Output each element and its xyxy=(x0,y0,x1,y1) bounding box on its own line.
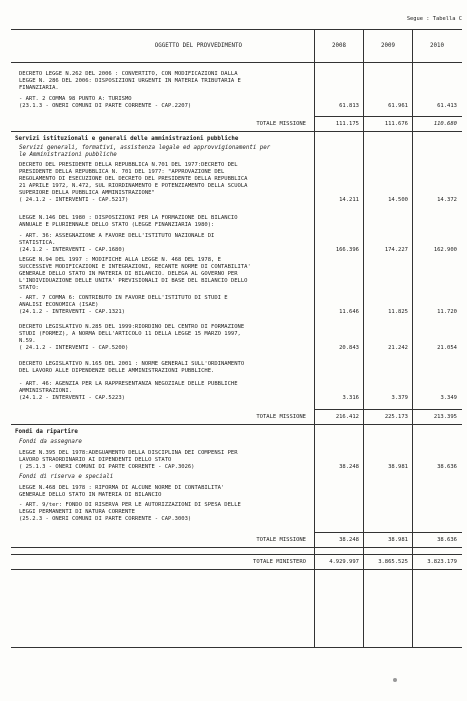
description-line: REGOLAMENTO DI ESECUZIONE DEL DECRETO DEL PRESIDENTE DELLA REPUBBLICA xyxy=(19,175,248,182)
amount-cell: 3.379 xyxy=(391,394,408,401)
amount-cell: 21.054 xyxy=(437,344,457,351)
description-line: Fondi da ripartire xyxy=(15,429,78,435)
amount-cell: 174.227 xyxy=(384,246,408,253)
description-line: STATISTICA. xyxy=(19,239,56,246)
subsection-heading xyxy=(11,439,314,446)
description-line: (25.2.3 - ONERI COMUNI DI PARTE CORRENTE - CAP.3003) xyxy=(19,515,192,522)
description-line: ( 24.1.2 - INTERVENTI - CAP.5200) xyxy=(19,344,129,351)
column-header-description: OGGETTO DEL PROVVEDIMENTO xyxy=(154,43,242,49)
amount-cell: 38.636 xyxy=(437,463,457,470)
row-rule xyxy=(314,409,462,410)
row-description xyxy=(11,162,314,203)
table-body xyxy=(11,63,462,648)
description-line: (24.1.2 - INTERVENTI - CAP.5223) xyxy=(19,394,125,401)
description-line: - ART. 2 COMMA 98 PUNTO A: TURISMO xyxy=(19,96,132,102)
row-description xyxy=(11,257,314,292)
row-description xyxy=(11,96,314,110)
amount-cell: 38.981 xyxy=(388,463,408,470)
amount-cell: 11.825 xyxy=(388,308,408,315)
description-line: GENERALE DELLO STATO IN MATERIA DI BILANCIO xyxy=(19,491,162,498)
subsection-heading xyxy=(11,474,314,481)
amount-cell: 21.242 xyxy=(388,344,408,351)
total-label: TOTALE MISSIONE xyxy=(256,414,306,420)
amount-cell: 20.843 xyxy=(339,344,359,351)
subsection-heading xyxy=(11,145,314,159)
description-line: SUCCESSIVE MODIFICAZIONI E INTEGRAZIONI, RECANTE NORME DI CONTABILITA' xyxy=(19,263,251,270)
column-header-year-2: 2009 xyxy=(363,30,412,62)
description-line: - ART. 46: AGENZIA PER LA RAPPRESENTANZA NEGOZIALE DELLE PUBBLICHE xyxy=(19,381,238,387)
total-value: 38.636 xyxy=(437,537,457,543)
description-line: LEGGE N.146 DEL 1980 : DISPOSIZIONI PER LA FORMAZIONE DEL BILANCIO xyxy=(19,215,238,221)
total-value: 111.676 xyxy=(384,121,408,127)
description-line: L'INDIVIDUAZIONE DELLE UNITA' PREVISIONALI DI BASE DEL BILANCIO DELLO xyxy=(19,277,248,284)
total-label: TOTALE MISSIONE xyxy=(256,121,306,127)
description-line: Servizi generali, formativi, assistenza legale ed approvvigionamenti per xyxy=(19,145,271,151)
row-description xyxy=(11,485,314,499)
total-value: 4.929.997 xyxy=(329,559,359,565)
description-line: DEL LAVORO ALLE DIPENDENZE DELLE AMMINISTRAZIONI PUBBLICHE. xyxy=(19,367,215,374)
row-rule xyxy=(11,547,462,548)
amount-cell: 11.646 xyxy=(339,308,359,315)
total-value: 111.175 xyxy=(335,121,359,127)
amount-cell: 61.961 xyxy=(388,102,408,109)
row-description xyxy=(11,502,314,523)
amount-cell: 14.211 xyxy=(339,196,359,203)
description-line: DECRETO DEL PRESIDENTE DELLA REPUBBLICA N.701 DEL 1977:DECRETO DEL xyxy=(19,162,238,168)
description-line: GENERALE DELLO STATO IN MATERIA DI BILANCIO. DELEGA AL GOVERNO PER xyxy=(19,270,238,277)
total-value: 225.173 xyxy=(384,414,408,420)
description-line: LEGGE N.395 DEL 1978:ADEGUAMENTO DELLA DISCIPLINA DEI COMPENSI PER xyxy=(19,450,238,456)
description-line: Servizi istituzionali e generali delle amministrazioni pubbliche xyxy=(15,136,239,142)
amount-cell: 3.316 xyxy=(342,394,359,401)
amount-cell: 162.900 xyxy=(433,246,457,253)
row-rule xyxy=(11,424,462,425)
row-rule xyxy=(11,131,462,132)
description-line: N.59. xyxy=(19,337,36,344)
total-value: 110.680 xyxy=(433,121,457,127)
row-rule xyxy=(11,554,462,555)
description-line: - ART. 36: ASSEGNAZIONE A FAVORE DELL'ISTITUTO NAZIONALE DI xyxy=(19,233,215,239)
description-line: SUPERIORE DELLA PUBBLICA AMMINISTRAZIONE" xyxy=(19,189,155,196)
description-line: PRESIDENTE DELLA REPUBBLICA N. 701 DEL 1977: "APPROVAZIONE DEL xyxy=(19,168,225,175)
row-description xyxy=(11,450,314,471)
section-heading xyxy=(11,136,314,143)
table-bottom-rule xyxy=(11,647,462,648)
page-header: Segue : Tabella C xyxy=(406,16,462,22)
row-rule xyxy=(314,532,462,533)
row-description xyxy=(11,361,314,375)
amount-cell: 14.372 xyxy=(437,196,457,203)
description-line: LEGGE N.94 DEL 1997 : MODIFICHE ALLA LEGGE N. 468 DEL 1978, E xyxy=(19,257,221,263)
description-line: 21 APRILE 1972, N.472, SUL RIORDINAMENTO E POTENZIAMENTO DELLA SCUOLA xyxy=(19,182,248,189)
description-line: ( 25.1.3 - ONERI COMUNI DI PARTE CORRENTE - CAP.3026) xyxy=(19,463,195,470)
description-line: STUDI (FORMEZ), A NORMA DELL'ARTICOLO 11 DELLA LEGGE 15 MARZO 1997, xyxy=(19,330,241,337)
description-line: (24.1.2 - INTERVENTI - CAP.1680) xyxy=(19,246,125,253)
amount-cell: 14.500 xyxy=(388,196,408,203)
total-value: 3.865.525 xyxy=(378,559,408,565)
scan-speck xyxy=(393,678,397,682)
amount-cell: 38.248 xyxy=(339,463,359,470)
total-value: 38.248 xyxy=(339,537,359,543)
row-description xyxy=(11,295,314,316)
description-line: DECRETO LEGISLATIVO N.285 DEL 1999:RIORDINO DEL CENTRO DI FORMAZIONE xyxy=(19,324,245,330)
description-line: (24.1.2 - INTERVENTI - CAP.1321) xyxy=(19,308,125,315)
description-line: LAVORO STRAORDINARIO AI DIPENDENTI DELLO STATO xyxy=(19,456,172,463)
amount-cell: 11.720 xyxy=(437,308,457,315)
description-line: ANALISI ECONOMICA (ISAE) xyxy=(19,301,99,308)
amount-cell: 166.396 xyxy=(335,246,359,253)
amount-cell: 61.813 xyxy=(339,102,359,109)
row-rule xyxy=(314,116,462,117)
row-description xyxy=(11,324,314,352)
row-description xyxy=(11,233,314,254)
description-line: - ART. 9/ter: FONDO DI RISERVA PER LE AUTORIZZAZIONI DI SPESA DELLE xyxy=(19,502,241,508)
section-heading xyxy=(11,429,314,436)
total-value: 216.412 xyxy=(335,414,359,420)
description-line: FINANZIARIA. xyxy=(19,84,59,91)
description-line: ANNUALE E PLURIENNALE DELLO STATO (LEGGE FINANZIARIA 1980): xyxy=(19,221,215,228)
description-line: DECRETO LEGISLATIVO N.165 DEL 2001 : NORME GENERALI SULL'ORDINAMENTO xyxy=(19,361,245,367)
row-description xyxy=(11,381,314,402)
description-line: DECRETO LEGGE N.262 DEL 2006 : CONVERTITO, CON MODIFICAZIONI DALLA xyxy=(19,71,238,77)
amount-cell: 3.349 xyxy=(440,394,457,401)
row-description xyxy=(11,71,314,92)
total-value: 3.823.179 xyxy=(427,559,457,565)
description-line: - ART. 7 COMMA 6: CONTRIBUTO IN FAVORE DELL'ISTITUTO DI STUDI E xyxy=(19,295,228,301)
description-line: (23.1.3 - ONERI COMUNI DI PARTE CORRENTE - CAP.2207) xyxy=(19,102,192,109)
description-line: ( 24.1.2 - INTERVENTI - CAP.5217) xyxy=(19,196,129,203)
description-line: STATO: xyxy=(19,284,39,291)
description-line: AMMINISTRAZIONI. xyxy=(19,387,72,394)
description-line: LEGGE N. 286 DEL 2006: DISPOSIZIONI URGENTI IN MATERIA TRIBUTARIA E xyxy=(19,77,241,84)
description-line: LEGGI PERMANENTI DI NATURA CORRENTE xyxy=(19,508,135,515)
column-header-year-3: 2010 xyxy=(412,30,461,62)
grand-total-label: TOTALE MINISTERO xyxy=(253,559,306,565)
amount-cell: 61.413 xyxy=(437,102,457,109)
description-line: Fondi da assegnare xyxy=(19,439,82,445)
row-rule xyxy=(11,569,462,570)
row-description xyxy=(11,215,314,229)
description-line: LEGGE N.468 DEL 1978 : RIFORMA DI ALCUNE NORME DI CONTABILITA' xyxy=(19,485,225,491)
total-value: 38.981 xyxy=(388,537,408,543)
total-label: TOTALE MISSIONE xyxy=(256,537,306,543)
budget-table xyxy=(11,29,462,648)
column-header-year-1: 2008 xyxy=(314,30,363,62)
description-line: Fondi di riserva e speciali xyxy=(19,474,114,480)
description-line: le Amministrazioni pubbliche xyxy=(19,151,117,158)
table-header xyxy=(11,30,462,63)
total-value: 213.395 xyxy=(433,414,457,420)
